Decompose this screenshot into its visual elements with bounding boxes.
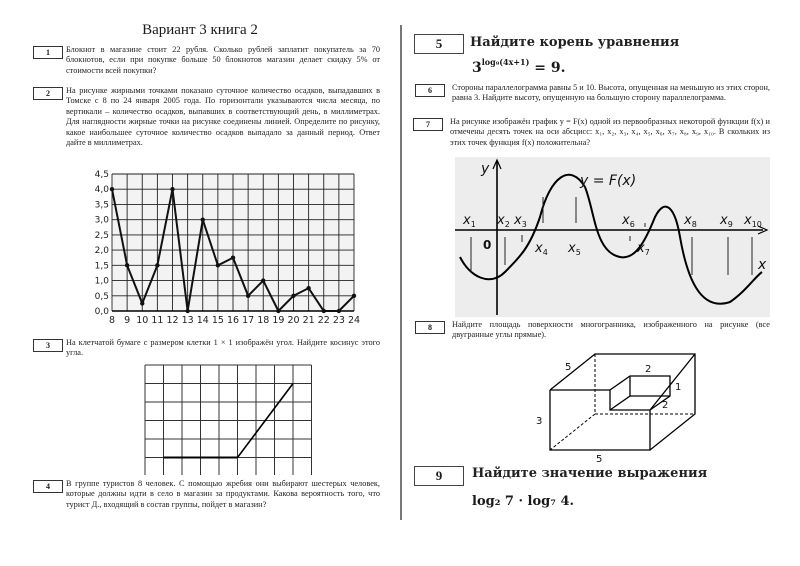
cutout-inner-edge [610, 376, 630, 410]
x-tick-label: 10 [136, 315, 149, 326]
formula-5-exponent: log₉(4x+1) [481, 57, 530, 67]
data-point [201, 217, 205, 221]
problem-number-4: 4 [33, 480, 63, 493]
x-tick-label: 8 [108, 315, 116, 326]
problem-number-5: 5 [414, 34, 464, 54]
x-tick-label: 9 [124, 315, 131, 326]
point-label-x2: $x_2$ [497, 213, 510, 229]
problem-number-7: 7 [413, 118, 443, 131]
point-label-x1: $x_1$ [463, 213, 476, 229]
right-top-edge [650, 354, 695, 410]
problem-text-1: Блокнот в магазине стоит 22 рубля. Сколько рублей заплатит покупатель за 70 блокнотов, если при покупке больше 50 блокнотов магазин делает скидку 5% от стоимости всей покупки? [66, 45, 380, 75]
x-tick-label: 16 [226, 315, 240, 326]
problem-number-6: 6 [415, 84, 445, 97]
formula-5 [472, 57, 566, 76]
data-point [276, 309, 280, 313]
point-label-x4: $x_4$ [535, 241, 548, 257]
problem-text-6: Стороны параллелограмма равны 5 и 10. Высота, опущенная на меньшую из этих сторон, равна 3. Найдите высоту, опущенную на большую сторону параллелограмма. [452, 83, 770, 103]
point-label-x7: $x_7$ [637, 241, 650, 257]
y-tick-label: 4,5 [94, 170, 109, 180]
label-width: 5 [596, 454, 603, 463]
problem-text-8: Найдите площадь поверхности многогранника, изображенного на рисунке (все двугранные углы прямые). [452, 320, 770, 340]
point-label-x8: $x_8$ [684, 213, 697, 229]
x-tick-label: 15 [211, 315, 224, 326]
y-tick-label: 3,5 [94, 200, 109, 211]
point-label-x5: $x_5$ [568, 241, 581, 257]
problem-number-3: 3 [33, 339, 63, 352]
problem-number-1: 1 [33, 46, 63, 59]
problem-text-7: На рисунке изображён график y = F(x) одной из первообразных некоторой функции f(x) и отмечены десять точек на оси абсцисс: x₁, x₂, x₃, x₄, x₅, x₆, x₇, x₈, x₉, x₁₀. В скольких из этих точек функция f(x) положительна? [450, 117, 770, 147]
column-divider [400, 25, 402, 520]
label-height: 3 [536, 416, 543, 427]
label-cut-height: 1 [675, 382, 682, 393]
problem-number-9: 9 [414, 466, 464, 486]
y-tick-label: 3,0 [94, 215, 109, 226]
polyhedron-figure [520, 348, 710, 463]
x-tick-label: 22 [317, 315, 330, 326]
formula-5-rest: = 9. [529, 60, 566, 76]
precipitation-chart [82, 166, 372, 331]
origin-label: 0 [483, 238, 492, 252]
data-point [125, 263, 129, 267]
x-tick-label: 14 [196, 315, 209, 326]
x-axis-label: x [758, 257, 767, 273]
data-point [185, 309, 189, 313]
point-label-x3: $x_3$ [514, 213, 527, 229]
y-tick-label: 4,0 [94, 185, 109, 196]
y-tick-label: 0,0 [94, 307, 109, 317]
point-label-x9: $x_9$ [720, 213, 733, 229]
hidden-edges [550, 354, 595, 450]
x-tick-label: 20 [287, 315, 300, 326]
curve-label: y = F(x) [580, 173, 637, 189]
angle-grid-figure [140, 363, 320, 475]
point-label-x6: $x_6$ [622, 213, 635, 229]
data-point [322, 309, 326, 313]
x-tick-label: 12 [166, 315, 179, 326]
y-tick-label: 0,5 [94, 291, 109, 302]
x-tick-label: 19 [272, 315, 285, 326]
x-tick-label: 24 [347, 315, 361, 326]
y-tick-label: 1,0 [94, 276, 109, 287]
front-face-edges [550, 390, 650, 450]
cutout-back [610, 376, 670, 410]
formula-9: log₂ 7 · log₇ 4. [472, 494, 575, 509]
x-tick-label: 11 [151, 315, 164, 326]
data-point [170, 187, 174, 191]
problem-text-3: На клетчатой бумаге с размером клетки 1 × 1 изображён угол. Найдите косинус этого угла. [66, 338, 380, 358]
data-point [110, 187, 114, 191]
label-cut-width: 2 [645, 364, 652, 375]
page-title: Вариант 3 книга 2 [142, 22, 258, 38]
data-point [337, 309, 341, 313]
problem-text-9: Найдите значение выражения [472, 466, 708, 481]
data-point [352, 294, 356, 298]
x-tick-label: 18 [257, 315, 270, 326]
x-tick-label: 17 [242, 315, 255, 326]
data-point [231, 256, 235, 260]
data-point [246, 294, 250, 298]
data-point [306, 286, 310, 290]
problem-text-4: В группе туристов 8 человек. С помощью жребия они выбирают шестерых человек, которые должны идти в село в магазин за продуктами. Какова вероятность того, что турист Д., входящий в состав группы, пойдет в магазин? [66, 479, 380, 509]
data-point [155, 263, 159, 267]
data-point [291, 294, 295, 298]
x-tick-label: 13 [181, 315, 194, 326]
data-point [261, 278, 265, 282]
problem-number-2: 2 [33, 87, 63, 100]
problem-text-5: Найдите корень уравнения [470, 35, 680, 50]
data-point [216, 263, 220, 267]
antiderivative-graph [455, 157, 770, 317]
label-depth: 5 [565, 362, 572, 373]
y-tick-label: 2,5 [94, 230, 109, 241]
y-tick-label: 2,0 [94, 246, 109, 257]
label-cut-depth: 2 [662, 400, 669, 411]
point-label-x10: $x_{10}$ [744, 213, 762, 229]
data-point [140, 301, 144, 305]
problem-number-8: 8 [415, 321, 445, 334]
y-tick-label: 1,5 [94, 261, 109, 272]
x-tick-label: 23 [332, 315, 345, 326]
x-tick-label: 21 [302, 315, 315, 326]
y-axis-label: y [481, 161, 490, 177]
formula-5-base: 3 [472, 60, 482, 76]
problem-text-2: На рисунке жирными точками показано суточное количество осадков, выпадавших в Томске с 8 по 24 января 2005 года. По горизонтали указываются числа месяца, по вертикали – количество осадков, выпавших в соответствующий день, в миллиметрах. Для наглядности жирные точки на рисунке соединены линией. Определите по рисунку, какое наибольшее суточное количество осадков выпадало за данный период. Ответ дайте в миллиметрах. [66, 86, 380, 148]
